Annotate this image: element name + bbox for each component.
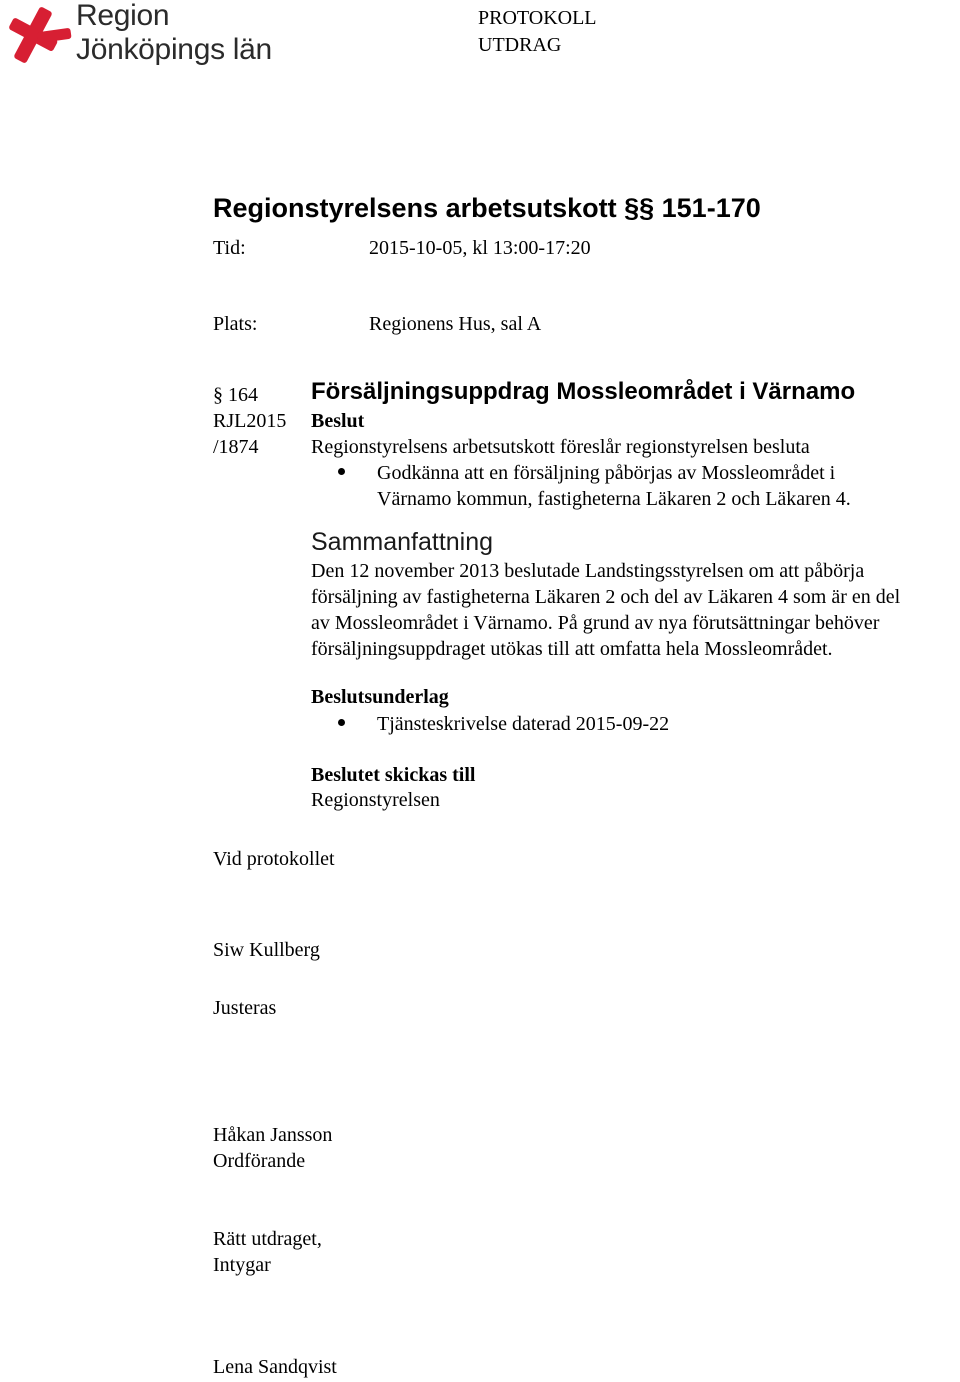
bullet-icon [338,719,345,726]
summary-heading: Sammanfattning [311,528,494,556]
place-value: Regionens Hus, sal A [369,313,542,335]
sent-to-heading: Beslutet skickas till [311,764,476,786]
attest-label: Intygar [213,1254,271,1276]
time-label: Tid: [213,237,246,259]
decision-bullet-line2: Värnamo kommun, fastigheterna Läkaren 2 och Läkaren 4. [377,488,851,510]
decision-heading: Beslut [311,410,365,432]
doc-type-protocol: PROTOKOLL [478,7,597,29]
doc-type-extract: UTDRAG [478,34,562,56]
decision-bullet-line1: Godkänna att en försäljning påbörjas av Mossleområdet i [377,462,836,484]
chair-role: Ordförande [213,1150,306,1172]
region-logo [4,0,294,72]
basis-heading: Beslutsunderlag [311,686,449,708]
adjusted-label: Justeras [213,997,277,1019]
place-label: Plats: [213,313,258,335]
summary-line: av Mossleområdet i Värnamo. På grund av nya förutsättningar behöver [311,612,880,634]
reference-number-line2: /1874 [213,436,259,458]
decision-intro: Regionstyrelsens arbetsutskott föreslår regionstyrelsen besluta [311,436,810,458]
summary-line: försäljningsuppdraget utökas till att omfatta hela Mossleområdet. [311,638,833,660]
summary-line: försäljning av fastigheterna Läkaren 2 och del av Läkaren 4 som är en del [311,586,901,608]
logo-line-region: Region [76,0,170,32]
attester-name: Lena Sandqvist [213,1356,337,1378]
item-title: Försäljningsuppdrag Mossleområdet i Värnamo [311,378,856,405]
certified-label: Rätt utdraget, [213,1228,322,1250]
time-value: 2015-10-05, kl 13:00-17:20 [369,237,591,259]
logo-line-county: Jönköpings län [76,33,272,66]
sent-to-value: Regionstyrelsen [311,789,440,811]
region-logo-mark-icon [4,0,74,72]
summary-line: Den 12 november 2013 beslutade Landstingsstyrelsen om att påbörja [311,560,865,582]
secretary-name: Siw Kullberg [213,939,320,961]
page-title: Regionstyrelsens arbetsutskott §§ 151-170 [213,193,761,223]
paragraph-number: § 164 [213,384,258,406]
reference-number-line1: RJL2015 [213,410,287,432]
basis-item: Tjänsteskrivelse daterad 2015-09-22 [377,713,670,735]
logo-cross-shape [8,6,72,64]
minutes-label: Vid protokollet [213,848,335,870]
summary-paragraph [311,558,959,662]
chair-name: Håkan Jansson [213,1124,333,1146]
bullet-icon [338,468,345,475]
